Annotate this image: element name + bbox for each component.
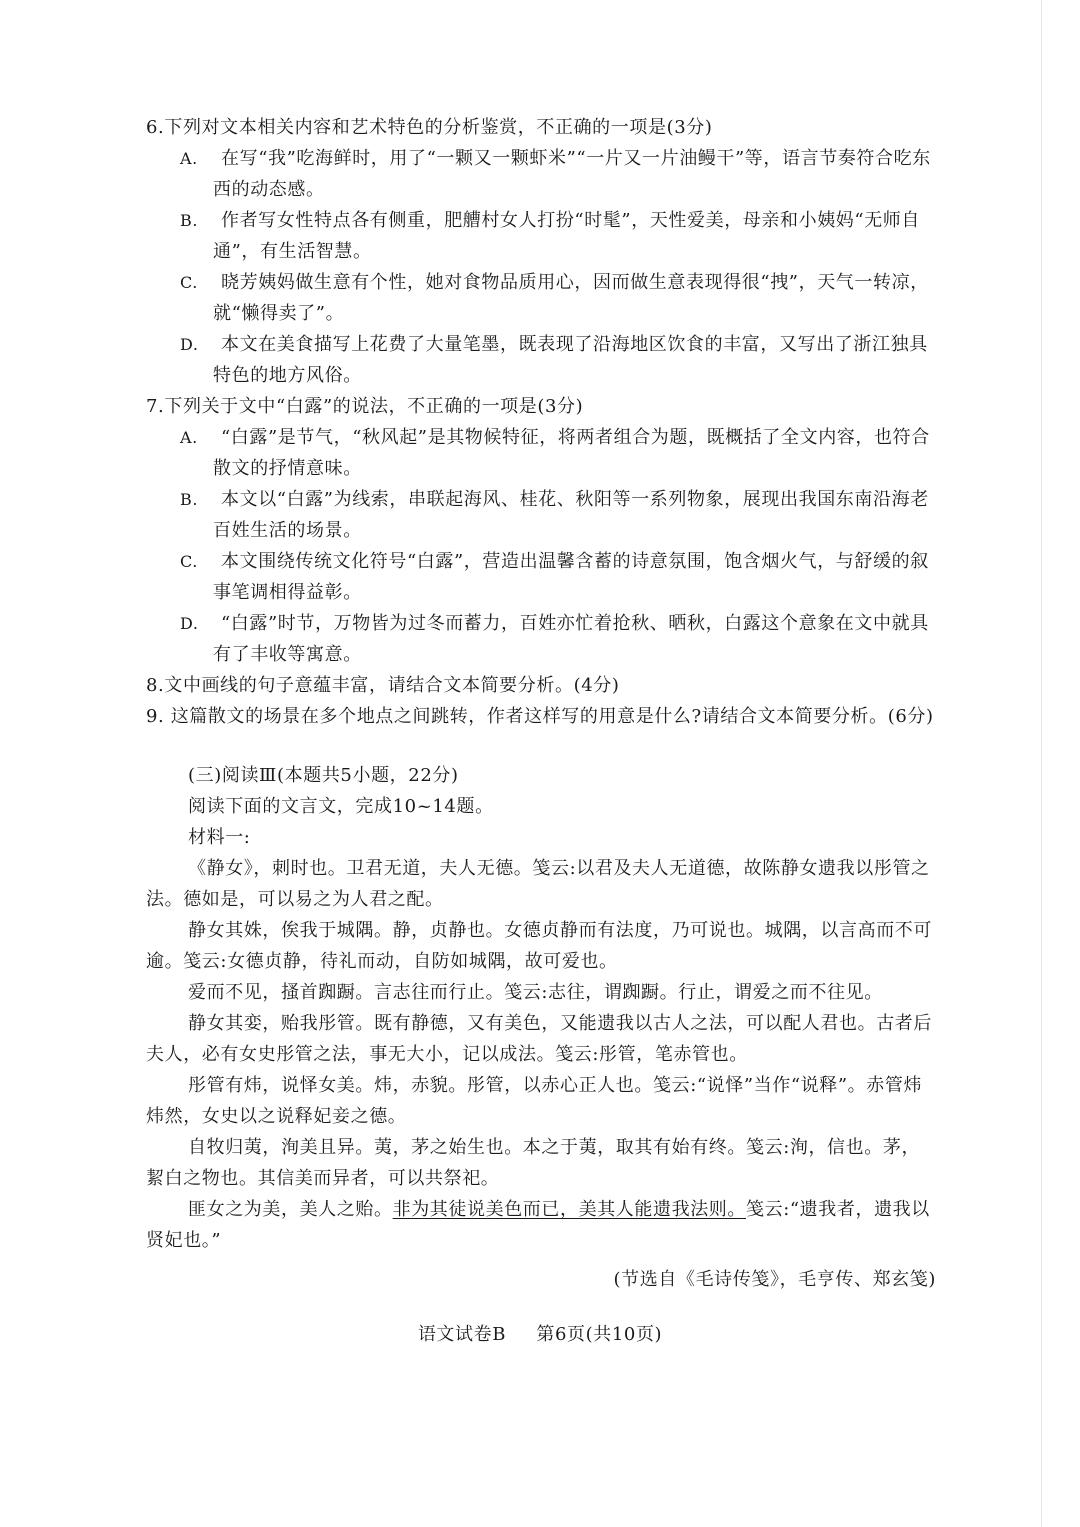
option-text: “白露”是节气，“秋风起”是其物候特征，将两者组合为题，既概括了全文内容，也符合散文的抒情意味。	[213, 427, 930, 479]
passage-text: 匪女之为美，美人之贻。	[188, 1199, 393, 1220]
option-a	[146, 143, 936, 205]
passage-paragraph-1: 《静女》，刺时也。卫君无道，夫人无德。笺云:以君及夫人无道德，故陈静女遗我以彤管之法。德如是，可以易之为人君之配。	[146, 858, 930, 910]
footer-page-number: 第6页(共10页)	[536, 1324, 663, 1345]
option-text: 本文以“白露”为线索，串联起海风、桂花、秋阳等一系列物象，展现出我国东南沿海老百姓生活的场景。	[213, 489, 929, 541]
option-text: 本文在美食描写上花费了大量笔墨，既表现了沿海地区饮食的丰富，又写出了浙江独具特色的地方风俗。	[213, 334, 928, 386]
section-intro: 阅读下面的文言文，完成10~14题。	[188, 796, 494, 817]
question-stem: 6.下列对文本相关内容和艺术特色的分析鉴赏，不正确的一项是(3分)	[146, 117, 713, 138]
question-7	[146, 391, 936, 670]
option-letter: A.	[180, 428, 198, 447]
passage-text: 笺云:“遗我者，遗我以贤妃也。”	[146, 1199, 930, 1251]
option-text: 在写“我”吃海鲜时，用了“一颗又一颗虾米”“一片又一片油鳗干”等，语言节奏符合吃东西的动态感。	[213, 148, 931, 200]
option-text: “白露”时节，万物皆为过冬而蓄力，百姓亦忙着抢秋、晒秋，白露这个意象在文中就具有了丰收等寓意。	[213, 613, 929, 665]
option-letter: C.	[180, 552, 198, 571]
option-letter: B.	[180, 490, 199, 509]
option-b	[146, 484, 936, 546]
option-a	[146, 422, 936, 484]
material-label: 材料一:	[188, 827, 251, 848]
footer-subject: 语文试卷B	[417, 1324, 507, 1345]
option-d	[146, 608, 936, 670]
question-8-stem: 8.文中画线的句子意蕴丰富，请结合文本简要分析。(4分)	[146, 675, 620, 696]
passage-paragraph-5: 彤管有炜，说怿女美。炜，赤貌。彤管，以赤心正人也。笺云:“说怿”当作“说释”。赤管炜炜然，女史以之说释妃妾之德。	[146, 1075, 923, 1127]
option-text: 作者写女性特点各有侧重，肥艚村女人打扮“时髦”，天性爱美，母亲和小姨妈“无师自通”，有生活智慧。	[213, 210, 921, 262]
option-text: 晓芳姨妈做生意有个性，她对食物品质用心，因而做生意表现得很“拽”，天气一转凉，就“懒得卖了”。	[213, 272, 929, 324]
question-9-stem: 9. 这篇散文的场景在多个地点之间跳转，作者这样写的用意是什么?请结合文本简要分析。(6分)	[146, 706, 934, 727]
page-edge-divider	[1041, 0, 1042, 1527]
option-d	[146, 329, 936, 391]
option-b	[146, 205, 936, 267]
underlined-sentence: 非为其徒说美色而已，美其人能遗我法则。	[392, 1199, 747, 1220]
passage-paragraph-4: 静女其娈，贻我彤管。既有静德，又有美色，又能遗我以古人之法，可以配人君也。古者后夫人，必有女史彤管之法，事无大小，记以成法。笺云:彤管，笔赤管也。	[146, 1013, 932, 1065]
passage-paragraph-2: 静女其姝，俟我于城隅。静，贞静也。女德贞静而有法度，乃可说也。城隅，以言高而不可逾。笺云:女德贞静，待礼而动，自防如城隅，故可爱也。	[146, 920, 932, 972]
option-letter: C.	[180, 273, 198, 292]
option-text: 本文围绕传统文化符号“白露”，营造出温馨含蓄的诗意氛围，饱含烟火气，与舒缓的叙事笔调相得益彰。	[213, 551, 929, 603]
option-letter: B.	[180, 211, 199, 230]
passage-paragraph-7	[146, 1194, 936, 1256]
passage-paragraph-3: 爱而不见，搔首踟蹰。言志往而行止。笺云:志往，谓踟蹰。行止，谓爱之而不往见。	[188, 982, 883, 1003]
option-c	[146, 546, 936, 608]
option-letter: D.	[180, 614, 199, 633]
page-footer	[0, 1320, 1080, 1346]
passage-source: (节选自《毛诗传笺》，毛亨传、郑玄笺)	[613, 1269, 936, 1290]
passage-paragraph-6: 自牧归荑，洵美且异。荑，茅之始生也。本之于荑，取其有始有终。笺云:洵，信也。茅，絜白之物也。其信美而异者，可以共祭祀。	[146, 1137, 921, 1189]
option-letter: D.	[180, 335, 199, 354]
section-heading: (三)阅读Ⅲ(本题共5小题，22分)	[188, 765, 459, 786]
option-c	[146, 267, 936, 329]
option-letter: A.	[180, 149, 198, 168]
question-6	[146, 112, 936, 391]
exam-page-content	[146, 112, 936, 1295]
question-stem: 7.下列关于文中“白露”的说法，不正确的一项是(3分)	[146, 396, 584, 417]
